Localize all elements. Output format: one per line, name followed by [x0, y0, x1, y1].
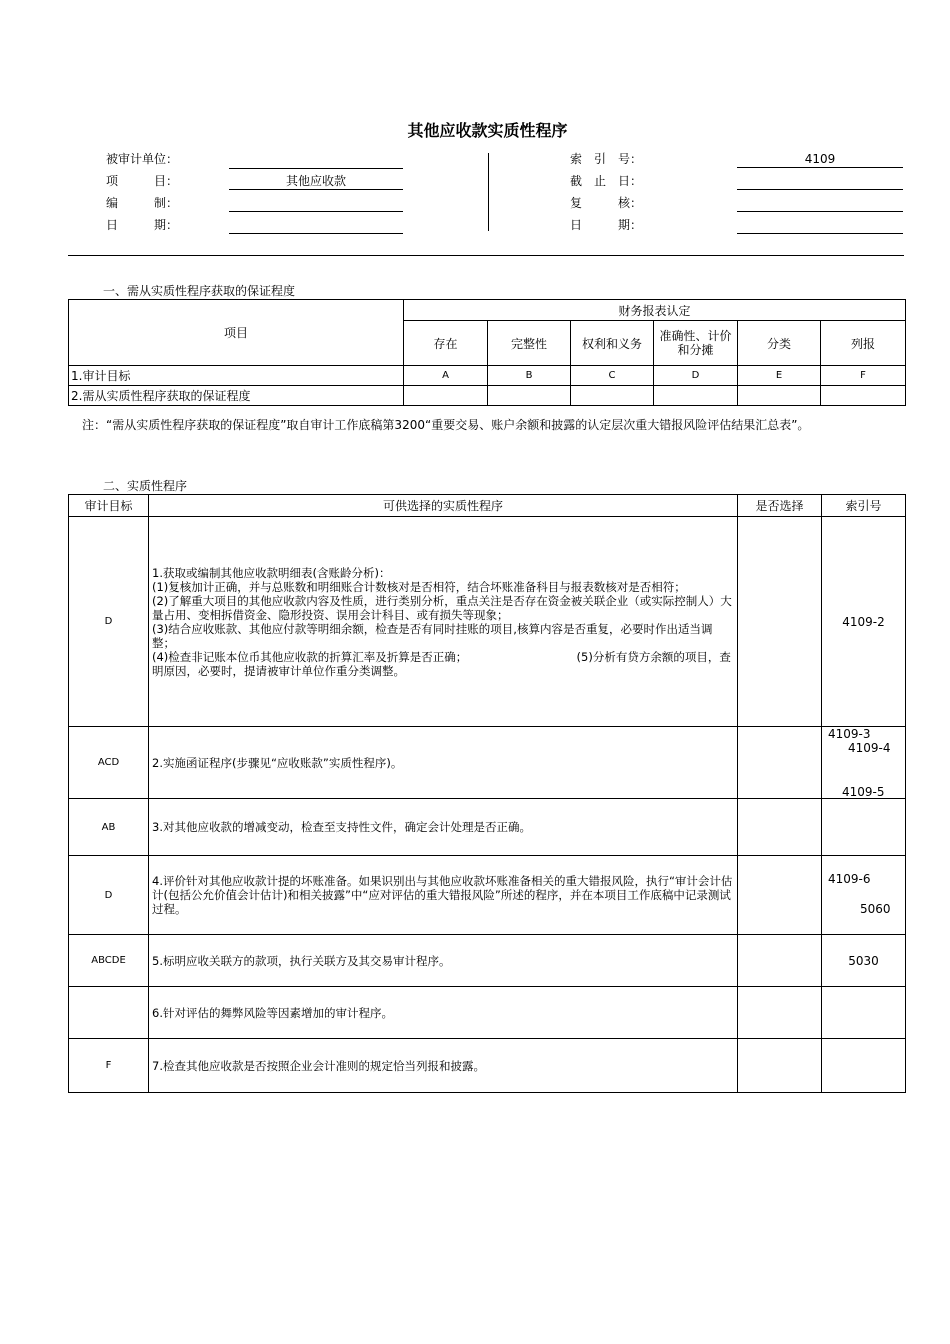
row-objective: F: [69, 1039, 149, 1093]
row-selected[interactable]: [738, 1039, 822, 1093]
prepare-date-label: 日 期：: [106, 218, 179, 232]
row-index: [822, 799, 906, 856]
col-classification: 分类: [738, 321, 821, 366]
assurance-input[interactable]: [738, 386, 821, 406]
cell: F: [821, 366, 906, 386]
col-completeness: 完整性: [488, 321, 571, 366]
cell: E: [738, 366, 821, 386]
row-index: 4109-3: [828, 727, 871, 741]
header-divider: [488, 153, 489, 231]
table-row: [69, 856, 906, 935]
table-row: [69, 987, 906, 1039]
row-selected[interactable]: [738, 799, 822, 856]
row-index: 4109-5: [842, 785, 885, 799]
preparer-field[interactable]: [229, 195, 403, 212]
row-procedure: 4.评价针对其他应收款计提的坏账准备。如果识别出与其他应收款坏账准备相关的重大错报风险，执行“审计会计估计(包括公允价值会计估计)和相关披露”中“应对评估的重大错报风险”所述的程序，并在本项目工作底稿中记录测试过程。: [149, 856, 738, 935]
section1-note: 注：“需从实质性程序获取的保证程度”取自审计工作底稿第3200“重要交易、账户余额和披露的认定层次重大错报风险评估结果汇总表”。: [82, 418, 810, 432]
index-header: 索引号: [822, 495, 906, 517]
row-procedure: 6.针对评估的舞弊风险等因素增加的审计程序。: [149, 987, 738, 1039]
col-valuation: 准确性、计价和分摊: [654, 321, 738, 366]
row-objective: AB: [69, 799, 149, 856]
row-procedure: 2.实施函证程序(步骤见“应收账款”实质性程序)。: [149, 727, 738, 799]
row-index: 4109-2: [822, 517, 906, 727]
row-index-cell: [822, 856, 906, 935]
row-selected[interactable]: [738, 935, 822, 987]
row-objective: [69, 987, 149, 1039]
row-objective: D: [69, 517, 149, 727]
procedures-table: [68, 494, 906, 1093]
section2-heading: 二、实质性程序: [103, 479, 188, 493]
assertion-group-header: 财务报表认定: [404, 300, 906, 321]
row-index: 5060: [860, 902, 891, 916]
reviewer-field[interactable]: [737, 195, 903, 212]
row-procedure: 3.对其他应收款的增减变动，检查至支持性文件，确定会计处理是否正确。: [149, 799, 738, 856]
review-date-label: 日 期：: [570, 218, 643, 232]
table-row: [69, 935, 906, 987]
row-index: [822, 1039, 906, 1093]
row-selected[interactable]: [738, 517, 822, 727]
row-label: 1.审计目标: [69, 366, 404, 386]
page-title: 其他应收款实质性程序: [407, 121, 568, 140]
item-header: 项目: [69, 300, 404, 366]
row-objective: ABCDE: [69, 935, 149, 987]
item-field[interactable]: 其他应收款: [229, 173, 403, 190]
assurance-input[interactable]: [654, 386, 738, 406]
row-selected[interactable]: [738, 727, 822, 799]
cutoff-label: 截 止 日：: [570, 174, 643, 188]
cell: B: [488, 366, 571, 386]
row-index-cell: [822, 727, 906, 799]
objective-header: 审计目标: [69, 495, 149, 517]
item-label: 项 目：: [106, 174, 179, 188]
row-procedure: 7.检查其他应收款是否按照企业会计准则的规定恰当列报和披露。: [149, 1039, 738, 1093]
row-index: [822, 987, 906, 1039]
review-date-field[interactable]: [737, 217, 903, 234]
cell: D: [654, 366, 738, 386]
procedure-header: 可供选择的实质性程序: [149, 495, 738, 517]
row-objective: D: [69, 856, 149, 935]
assurance-input[interactable]: [821, 386, 906, 406]
cell: C: [571, 366, 654, 386]
assurance-input[interactable]: [404, 386, 488, 406]
client-field[interactable]: [229, 152, 403, 169]
section1-heading: 一、需从实质性程序获取的保证程度: [103, 284, 296, 298]
row-selected[interactable]: [738, 856, 822, 935]
col-rights: 权利和义务: [571, 321, 654, 366]
table-row: [69, 1039, 906, 1093]
table-row: [69, 727, 906, 799]
row-procedure: 1.获取或编制其他应收款明细表(含账龄分析)： (1)复核加计正确，并与总账数和明细账合计数核对是否相符，结合坏账准备科目与报表数核对是否相符； (2)了解重大项目的其他应收款内容及性质，进行类别分析，重点关注是否存在资金被关联企业（或实际控制人）大量占用、变相拆借资金、隐形投资、误用会计科目、或有损失等现象； (3)结合应收账款、其他应付款等明细余额，检查是否有同时挂账的项目,核算内容是否重复，必要时作出适当调整； (4)检查非记账本位币其他应收款的折算汇率及折算是否正确； (5)分析有贷方余额的项目，查明原因，必要时，提请被审计单位作重分类调整。: [149, 517, 738, 727]
col-presentation: 列报: [821, 321, 906, 366]
row-index: 5030: [822, 935, 906, 987]
row-procedure: 5.标明应收关联方的款项，执行关联方及其交易审计程序。: [149, 935, 738, 987]
row-selected[interactable]: [738, 987, 822, 1039]
prepare-date-field[interactable]: [229, 217, 403, 234]
assurance-input[interactable]: [571, 386, 654, 406]
preparer-label: 编 制：: [106, 196, 179, 210]
cell: A: [404, 366, 488, 386]
index-field[interactable]: 4109: [737, 151, 903, 168]
reviewer-label: 复 核：: [570, 196, 643, 210]
row-index: 4109-6: [828, 872, 871, 886]
header-rule: [68, 255, 904, 256]
client-label: 被审计单位：: [106, 152, 179, 166]
table-row: [69, 517, 906, 727]
cutoff-field[interactable]: [737, 173, 903, 190]
row-objective: ACD: [69, 727, 149, 799]
index-label: 索 引 号：: [570, 152, 643, 166]
row-index: 4109-4: [848, 741, 891, 755]
selected-header: 是否选择: [738, 495, 822, 517]
table-row: [69, 799, 906, 856]
assurance-table: [68, 299, 906, 406]
assurance-input[interactable]: [488, 386, 571, 406]
row-label: 2.需从实质性程序获取的保证程度: [69, 386, 404, 406]
col-existence: 存在: [404, 321, 488, 366]
